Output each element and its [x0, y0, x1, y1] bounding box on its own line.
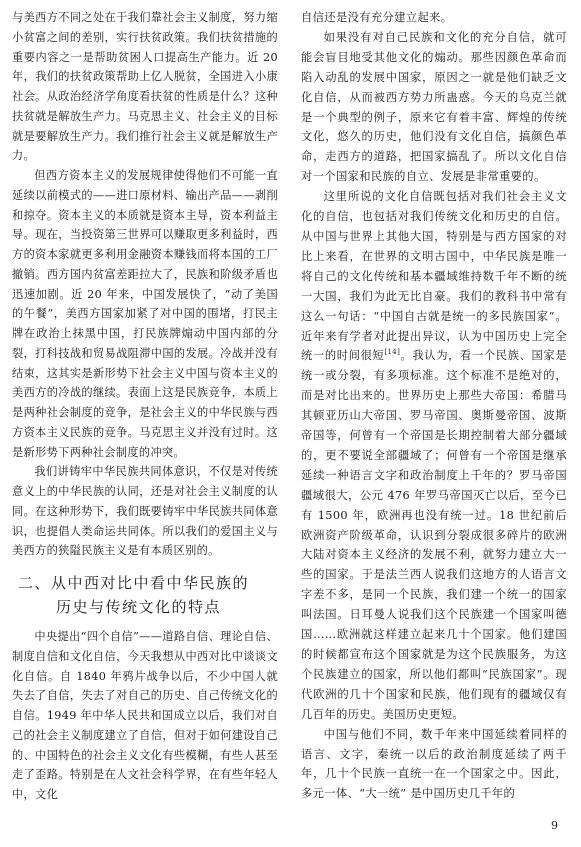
paragraph: 中央提出“四个自信”——道路自信、理论自信、制度自信和文化自信，今天我想从中西对比中谈谈文化自信。自 1840 年鸦片战争以后，不少中国人就失去了自信，失去了对自己的历史、自己传统文化的自信。1949 年中华人民共和国成立以后，我们对自己的社会主义制度建立了自信，但对于如何建设自己的、中国特色的社会主义文化有些模糊，有些人甚至走了歪路。特别是在人文社会科学界，在有些年轻人中，文化	[12, 630, 278, 801]
paragraph	[301, 187, 567, 724]
section-heading-line1: 二、从中西对比中看中华民族的	[18, 574, 250, 592]
section-heading	[18, 571, 278, 619]
paragraph: 如果没有对自己民族和文化的充分自信，就可能会盲目地受其他文化的煽动。那些因颜色革命而陷入动乱的发展中国家，原因之一就是他们缺乏文化自信，从而被西方势力所蛊惑。今天的乌克兰就是一个典型的例子，原来它有着丰富、辉煌的传统文化，悠久的历史，他们没有文化自信，搞颜色革命，走西方的道路，把国家搞乱了。所以文化自信对一个国家和民族的自立、发展是非常重要的。	[301, 30, 567, 184]
left-column	[12, 8, 278, 805]
paragraph: 中国与他们不同，数千年来中国延续着同样的语言、文字，秦统一以后的政治制度延续了两千年，几十个民族一直统一在一个国家之中。因此，多元一体、“大一统” 是中国历史几千年的	[301, 727, 567, 801]
paragraph-text: 这里所说的文化自信既包括对我们社会主义文化的自信，也包括对我们传统文化和历史的自信。从中国与世界上其他大国，特别是与西方国家的对比上来看，在世界的文明古国中，中华民族是唯一将自己的文化传统和基本疆域维持数千年不断的统一大国，我们为此无比自豪。我们的教科书中常有这么一句话：“中国自古就是统一的多民族国家”。近年来有学者对此提出异议，认为中国历史上完全统一的时间很短	[301, 190, 567, 363]
page-number: 9	[551, 819, 558, 832]
section-heading-line2: 历史与传统文化的特点	[56, 598, 222, 616]
paragraph: 但西方资本主义的发展规律使得他们不可能一直延续以前模式的——进口原材料、输出产品——剥削和掠夺。资本主义的本质就是资本主导，资本利益主导。现在，当投资第三世界可以赚取更多利益时，西方的资本家就更多利用金融资本赚钱而将本国的工厂撤销。西方国内贫富差距拉大了，民族和阶级矛盾也迅速加剧。近 20 年来，中国发展快了，“动了美国的午餐”，美西方国家加紧了对中国的围堵，打民主牌在政治上抹黑中国，打民族牌煽动中国内部的分裂，打科技战和贸易战阻滞中国的发展。冷战并没有结束，这其实是新形势下社会主义中国与资本主义的美西方的冷战的继续。表面上这是民族竞争，本质上是两种社会制度的竞争，是社会主义的中华民族与西方资本主义民族的竞争。马克思主义并没有过时。这是新形势下两种社会制度的冲突。	[12, 169, 278, 459]
paragraph-text: 。我认为，看一个民族、国家是统一或分裂，有多项标准。这个标准不是绝对的，而是对比出来的。世界历史上那些大帝国：希腊马其顿亚历山大帝国、罗马帝国、奥斯曼帝国、波斯帝国等，何曾有一个帝国是长期控制着大部分疆域的，更不要说全部疆域了；何曾有一个帝国是继承延续一种语言文字和政治制度上千年的？罗马帝国疆域很大，公元 476 年罗马帝国灭亡以后，至今已有 1500 年，欧洲再也没有统一过。18 世纪前后欧洲资产阶级革命，认识到分裂成很多碎片的欧洲大陆对资本主义经济的发展不利，就努力建立大一些的国家。于是法兰西人说我们这地方的人语言文字差不多，是同一个民族，我们建一个统一的国家叫法国。日耳曼人说我们这个民族建一个国家叫德国……欧洲就这样建立起来几十个国家。他们建国的时候都宣布这个国家就是为这个民族服务，为这个民族建立的国家，所以他们都叫“民族国家”。现代欧洲的几十个国家和民族，他们现有的疆域仅有几百年的历史。美国历史更短。	[301, 349, 567, 721]
paragraph: 我们讲铸牢中华民族共同体意识，不仅是对传统意义上的中华民族的认同，还是对社会主义制度的认同。在这种形势下，我们既要铸牢中华民族共同体意识，也提倡人类命运共同体。所以我们的爱国主义与美西方的狭隘民族主义是有本质区别的。	[12, 465, 278, 558]
citation-marker[interactable]: [14]	[384, 348, 401, 357]
paragraph: 与美西方不同之处在于我们靠社会主义制度，努力缩小贫富之间的差别，实行扶贫政策。我们扶贫措施的重要内容之一是帮助贫困人口提高生产能力。近 20 年，我们的扶贫政策帮助上亿人脱贫，全国进入小康社会。从政治经济学角度看扶贫的性质是什么？这种扶贫就是解放生产力。马克思主义、社会主义的目标就是要解放生产力。我们推行社会主义就是解放生产力。	[12, 11, 278, 163]
right-column	[301, 8, 567, 804]
paragraph: 自信还是没有充分建立起来。	[301, 11, 453, 24]
